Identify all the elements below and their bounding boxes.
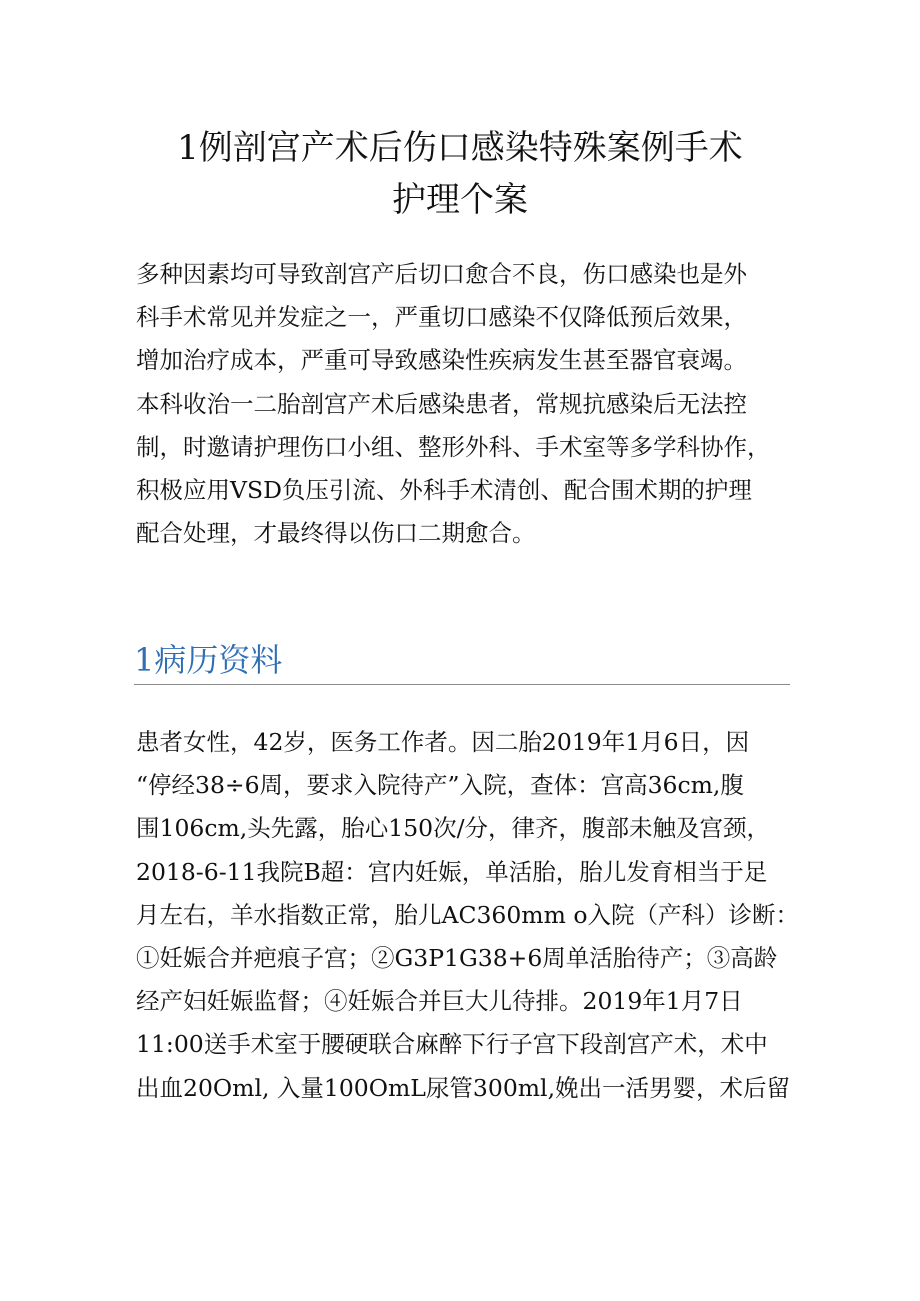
intro-line: 积极应用VSD负压引流、外科手术清创、配合围术期的护理	[136, 476, 752, 505]
case-line: 11:00送手术室于腰硬联合麻醉下行子宫下段剖宫产术，术中	[136, 1030, 768, 1059]
case-line: 患者女性，42岁，医务工作者。因二胎2019年1月6日，因	[136, 728, 750, 756]
case-line: 经产妇妊娠监督；④妊娠合并巨大儿待排。2019年1月7日	[136, 987, 743, 1016]
intro-line: 多种因素均可导致剖宫产后切口愈合不良，伤口感染也是外	[136, 260, 747, 288]
case-line: “停经38÷6周，要求入院待产”入院，查体：宫高36cm,腹	[136, 771, 744, 800]
case-paragraph	[136, 721, 806, 1110]
case-line: 月左右，羊水指数正常，胎儿AC360mm o入院（产科）诊断：	[136, 900, 799, 929]
title-line: 1例剖宫产术后伤口感染特殊案例手术	[177, 128, 743, 168]
case-line: 围106cm,头先露，胎心150次/分，律齐，腹部未触及宫颈，	[136, 814, 771, 843]
case-line: 2018-6-11我院B超：宫内妊娠，单活胎，胎儿发育相当于足	[136, 857, 768, 886]
case-line: 出血20Oml, 入量100OmL尿管300ml,娩出一活男婴，术后留	[136, 1073, 791, 1102]
intro-paragraph	[136, 253, 806, 555]
title-line: 护理个案	[392, 180, 528, 220]
section-heading: 1病历资料	[134, 636, 790, 685]
case-line: ①妊娠合并疤痕子宫；②G3P1G38+6周单活胎待产；③高龄	[136, 944, 778, 973]
intro-line: 配合处理，才最终得以伤口二期愈合。	[136, 519, 536, 548]
intro-line: 制，时邀请护理伤口小组、整形外科、手术室等多学科协作，	[136, 432, 771, 461]
intro-line: 本科收治一二胎剖宫产术后感染患者，常规抗感染后无法控	[136, 389, 747, 418]
intro-line: 科手术常见并发症之一，严重切口感染不仅降低预后效果，	[136, 303, 747, 332]
document-title	[100, 122, 820, 226]
intro-line: 增加治疗成本，严重可导致感染性疾病发生甚至器官衰竭。	[136, 346, 747, 375]
